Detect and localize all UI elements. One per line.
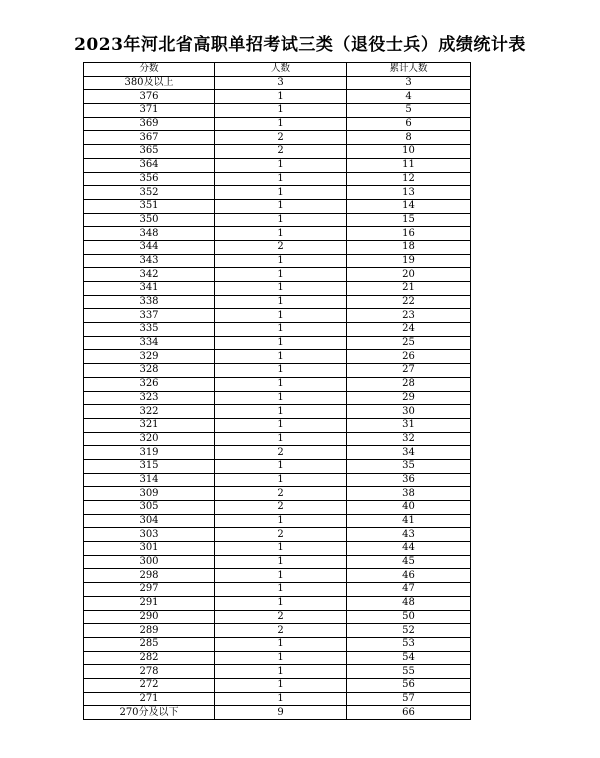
table-row [84, 391, 471, 405]
count-cell: 1 [215, 555, 347, 569]
table-row [84, 596, 471, 610]
count-cell: 3 [215, 76, 347, 90]
score-cell: 351 [84, 199, 215, 213]
count-cell: 1 [215, 364, 347, 378]
count-cell: 1 [215, 268, 347, 282]
score-cell: 335 [84, 323, 215, 337]
count-cell: 1 [215, 391, 347, 405]
count-cell: 2 [215, 145, 347, 159]
score-cell: 380及以上 [84, 76, 215, 90]
count-cell: 1 [215, 405, 347, 419]
table-header-row [84, 63, 471, 77]
score-cell: 322 [84, 405, 215, 419]
cumulative-cell: 27 [347, 364, 471, 378]
cumulative-cell: 6 [347, 117, 471, 131]
score-cell: 369 [84, 117, 215, 131]
table-row [84, 487, 471, 501]
count-cell: 2 [215, 240, 347, 254]
cumulative-cell: 23 [347, 309, 471, 323]
count-cell: 1 [215, 186, 347, 200]
score-cell: 344 [84, 240, 215, 254]
score-cell: 342 [84, 268, 215, 282]
score-cell: 365 [84, 145, 215, 159]
score-cell: 352 [84, 186, 215, 200]
count-cell: 1 [215, 350, 347, 364]
score-cell: 338 [84, 295, 215, 309]
cumulative-cell: 8 [347, 131, 471, 145]
cumulative-cell: 25 [347, 336, 471, 350]
score-cell: 321 [84, 418, 215, 432]
cumulative-cell: 22 [347, 295, 471, 309]
table-row [84, 692, 471, 706]
table-row [84, 309, 471, 323]
table-row [84, 131, 471, 145]
score-cell: 343 [84, 254, 215, 268]
table-row [84, 446, 471, 460]
cumulative-cell: 18 [347, 240, 471, 254]
count-cell: 9 [215, 706, 347, 720]
cumulative-cell: 3 [347, 76, 471, 90]
count-cell: 1 [215, 569, 347, 583]
cumulative-cell: 38 [347, 487, 471, 501]
score-cell: 323 [84, 391, 215, 405]
table-row [84, 583, 471, 597]
cumulative-cell: 35 [347, 459, 471, 473]
table-row [84, 227, 471, 241]
count-cell: 1 [215, 282, 347, 296]
table-row [84, 665, 471, 679]
cumulative-cell: 53 [347, 637, 471, 651]
header-cumulative: 累计人数 [347, 63, 471, 77]
count-cell: 1 [215, 637, 347, 651]
cumulative-cell: 66 [347, 706, 471, 720]
count-cell: 1 [215, 678, 347, 692]
table-row [84, 254, 471, 268]
count-cell: 1 [215, 295, 347, 309]
score-table [83, 62, 471, 720]
table-row [84, 678, 471, 692]
table-row [84, 295, 471, 309]
count-cell: 1 [215, 514, 347, 528]
cumulative-cell: 48 [347, 596, 471, 610]
table-row [84, 405, 471, 419]
cumulative-cell: 29 [347, 391, 471, 405]
score-cell: 285 [84, 637, 215, 651]
cumulative-cell: 20 [347, 268, 471, 282]
cumulative-cell: 24 [347, 323, 471, 337]
score-cell: 334 [84, 336, 215, 350]
cumulative-cell: 32 [347, 432, 471, 446]
table-row [84, 569, 471, 583]
table-row [84, 514, 471, 528]
count-cell: 1 [215, 377, 347, 391]
count-cell: 1 [215, 542, 347, 556]
cumulative-cell: 46 [347, 569, 471, 583]
score-cell: 297 [84, 583, 215, 597]
count-cell: 1 [215, 158, 347, 172]
score-cell: 282 [84, 651, 215, 665]
table-row [84, 76, 471, 90]
score-cell: 271 [84, 692, 215, 706]
score-cell: 301 [84, 542, 215, 556]
count-cell: 1 [215, 459, 347, 473]
score-cell: 326 [84, 377, 215, 391]
count-cell: 1 [215, 199, 347, 213]
cumulative-cell: 26 [347, 350, 471, 364]
table-row [84, 90, 471, 104]
score-cell: 371 [84, 104, 215, 118]
document-title: 2023年河北省高职单招考试三类（退役士兵）成绩统计表 [74, 35, 526, 55]
count-cell: 1 [215, 323, 347, 337]
cumulative-cell: 14 [347, 199, 471, 213]
score-cell: 272 [84, 678, 215, 692]
cumulative-cell: 52 [347, 624, 471, 638]
cumulative-cell: 31 [347, 418, 471, 432]
score-cell: 309 [84, 487, 215, 501]
count-cell: 2 [215, 610, 347, 624]
count-cell: 1 [215, 665, 347, 679]
table-row [84, 624, 471, 638]
count-cell: 1 [215, 117, 347, 131]
score-cell: 341 [84, 282, 215, 296]
table-row [84, 364, 471, 378]
cumulative-cell: 10 [347, 145, 471, 159]
count-cell: 1 [215, 692, 347, 706]
header-score: 分数 [84, 63, 215, 77]
count-cell: 2 [215, 528, 347, 542]
cumulative-cell: 11 [347, 158, 471, 172]
score-cell: 329 [84, 350, 215, 364]
table-row [84, 282, 471, 296]
count-cell: 1 [215, 254, 347, 268]
table-row [84, 637, 471, 651]
score-cell: 320 [84, 432, 215, 446]
count-cell: 1 [215, 104, 347, 118]
table-row [84, 199, 471, 213]
table-row [84, 104, 471, 118]
score-cell: 356 [84, 172, 215, 186]
count-cell: 1 [215, 309, 347, 323]
score-cell: 278 [84, 665, 215, 679]
table-row [84, 706, 471, 720]
table-row [84, 336, 471, 350]
cumulative-cell: 54 [347, 651, 471, 665]
cumulative-cell: 12 [347, 172, 471, 186]
score-cell: 289 [84, 624, 215, 638]
cumulative-cell: 50 [347, 610, 471, 624]
table-body [84, 76, 471, 719]
score-cell: 315 [84, 459, 215, 473]
table-row [84, 323, 471, 337]
cumulative-cell: 30 [347, 405, 471, 419]
cumulative-cell: 44 [347, 542, 471, 556]
table-row [84, 186, 471, 200]
table-row [84, 651, 471, 665]
cumulative-cell: 19 [347, 254, 471, 268]
cumulative-cell: 41 [347, 514, 471, 528]
score-cell: 319 [84, 446, 215, 460]
count-cell: 1 [215, 473, 347, 487]
count-cell: 1 [215, 651, 347, 665]
cumulative-cell: 16 [347, 227, 471, 241]
score-cell: 348 [84, 227, 215, 241]
table-row [84, 555, 471, 569]
count-cell: 1 [215, 227, 347, 241]
header-count: 人数 [215, 63, 347, 77]
table-row [84, 610, 471, 624]
count-cell: 2 [215, 446, 347, 460]
score-cell: 291 [84, 596, 215, 610]
score-cell: 350 [84, 213, 215, 227]
score-cell: 337 [84, 309, 215, 323]
count-cell: 1 [215, 336, 347, 350]
score-cell: 300 [84, 555, 215, 569]
score-cell: 305 [84, 501, 215, 515]
cumulative-cell: 36 [347, 473, 471, 487]
table-row [84, 240, 471, 254]
score-cell: 298 [84, 569, 215, 583]
table-row [84, 268, 471, 282]
table-row [84, 350, 471, 364]
count-cell: 1 [215, 90, 347, 104]
cumulative-cell: 13 [347, 186, 471, 200]
cumulative-cell: 43 [347, 528, 471, 542]
table-row [84, 432, 471, 446]
table-row [84, 528, 471, 542]
cumulative-cell: 55 [347, 665, 471, 679]
count-cell: 1 [215, 418, 347, 432]
count-cell: 1 [215, 213, 347, 227]
cumulative-cell: 45 [347, 555, 471, 569]
score-cell: 364 [84, 158, 215, 172]
count-cell: 1 [215, 596, 347, 610]
count-cell: 2 [215, 501, 347, 515]
score-cell: 367 [84, 131, 215, 145]
table-row [84, 459, 471, 473]
cumulative-cell: 28 [347, 377, 471, 391]
score-cell: 314 [84, 473, 215, 487]
table-row [84, 213, 471, 227]
count-cell: 1 [215, 583, 347, 597]
cumulative-cell: 34 [347, 446, 471, 460]
table-row [84, 145, 471, 159]
score-cell: 376 [84, 90, 215, 104]
table-row [84, 418, 471, 432]
cumulative-cell: 57 [347, 692, 471, 706]
cumulative-cell: 40 [347, 501, 471, 515]
cumulative-cell: 21 [347, 282, 471, 296]
score-cell: 290 [84, 610, 215, 624]
score-cell: 303 [84, 528, 215, 542]
table-row [84, 473, 471, 487]
count-cell: 1 [215, 432, 347, 446]
count-cell: 2 [215, 131, 347, 145]
cumulative-cell: 5 [347, 104, 471, 118]
score-cell: 328 [84, 364, 215, 378]
table-row [84, 377, 471, 391]
table-row [84, 542, 471, 556]
table-row [84, 172, 471, 186]
score-cell: 304 [84, 514, 215, 528]
count-cell: 2 [215, 487, 347, 501]
count-cell: 1 [215, 172, 347, 186]
table-row [84, 501, 471, 515]
count-cell: 2 [215, 624, 347, 638]
cumulative-cell: 4 [347, 90, 471, 104]
cumulative-cell: 56 [347, 678, 471, 692]
table-row [84, 117, 471, 131]
table-row [84, 158, 471, 172]
cumulative-cell: 15 [347, 213, 471, 227]
score-cell: 270分及以下 [84, 706, 215, 720]
cumulative-cell: 47 [347, 583, 471, 597]
